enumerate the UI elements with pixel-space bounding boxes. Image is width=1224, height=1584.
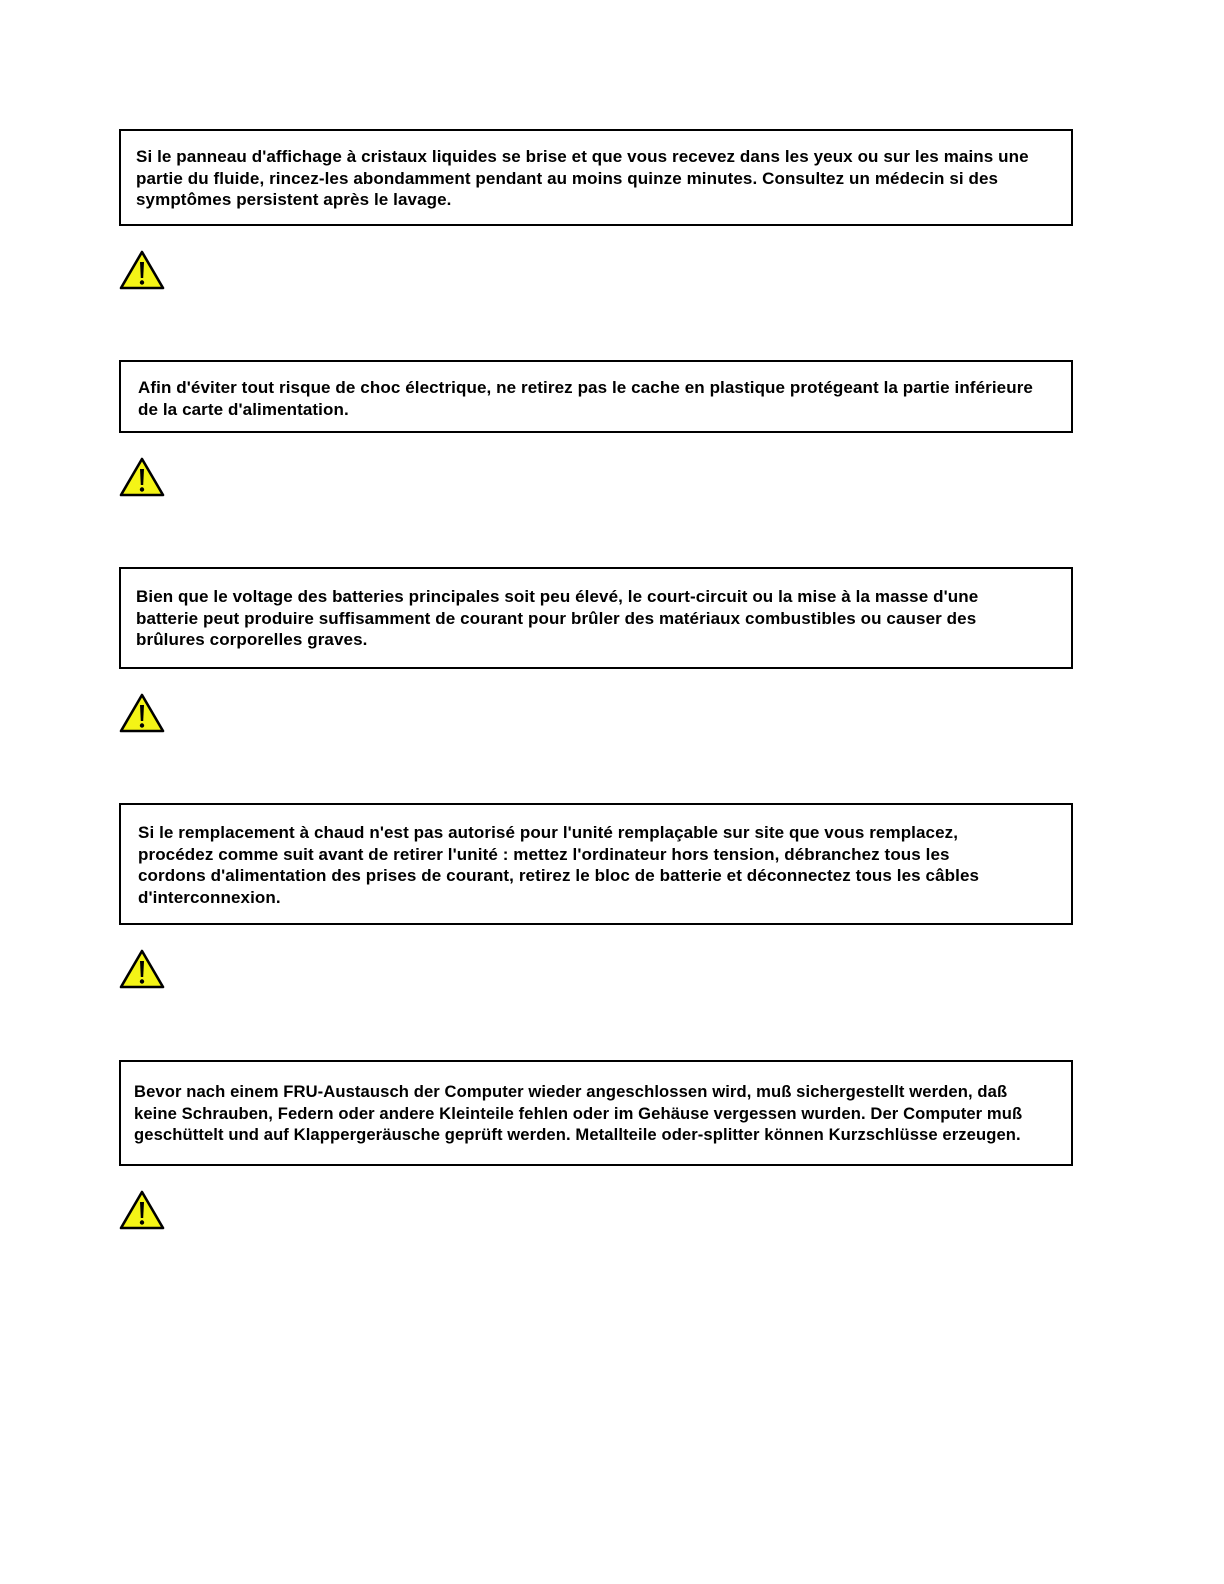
safety-notice-text: Bien que le voltage des batteries principales soit peu élevé, le court-circuit ou la mise à la masse d'une batterie peut produire suffisamment de courant pour brûler des matériaux combustibles ou causer des brûlures corporelles graves. xyxy=(136,587,979,649)
warning-triangle-icon xyxy=(119,456,165,498)
warning-triangle-icon xyxy=(119,692,165,734)
safety-notice-text: Si le remplacement à chaud n'est pas autorisé pour l'unité remplaçable sur site que vous remplacez, procédez comme suit avant de retirer l'unité : mettez l'ordinateur hors tension, débranchez tous les cordons d'alimentation des prises de courant, retirez le bloc de batterie et déconnectez tous les câbles d'interconnexion. xyxy=(138,823,980,907)
safety-notice-text: Si le panneau d'affichage à cristaux liquides se brise et que vous recevez dans les yeux ou sur les mains une partie du fluide, rincez-les abondamment pendant au moins quinze minutes. Consultez un médecin si des symptômes persistent après le lavage. xyxy=(136,147,1029,209)
safety-notice-box xyxy=(119,129,1073,226)
safety-notice-text: Bevor nach einem FRU-Austausch der Computer wieder angeschlossen wird, muß sichergestellt werden, daß keine Schrauben, Federn oder andere Kleinteile fehlen oder im Gehäuse vergessen wurden. Der Computer muß geschüttelt und auf Klappergeräusche geprüft werden. Metallteile oder-splitter können Kurzschlüsse erzeugen. xyxy=(134,1082,1023,1144)
warning-triangle-icon xyxy=(119,1189,165,1231)
warning-triangle-icon xyxy=(119,249,165,291)
safety-notice-box xyxy=(119,567,1073,669)
safety-notice-box xyxy=(119,1060,1073,1166)
safety-notice-box xyxy=(119,803,1073,925)
warning-triangle-icon xyxy=(119,948,165,990)
safety-notice-box xyxy=(119,360,1073,433)
safety-notice-text: Afin d'éviter tout risque de choc électrique, ne retirez pas le cache en plastique protégeant la partie inférieure de la carte d'alimentation. xyxy=(138,378,1033,419)
